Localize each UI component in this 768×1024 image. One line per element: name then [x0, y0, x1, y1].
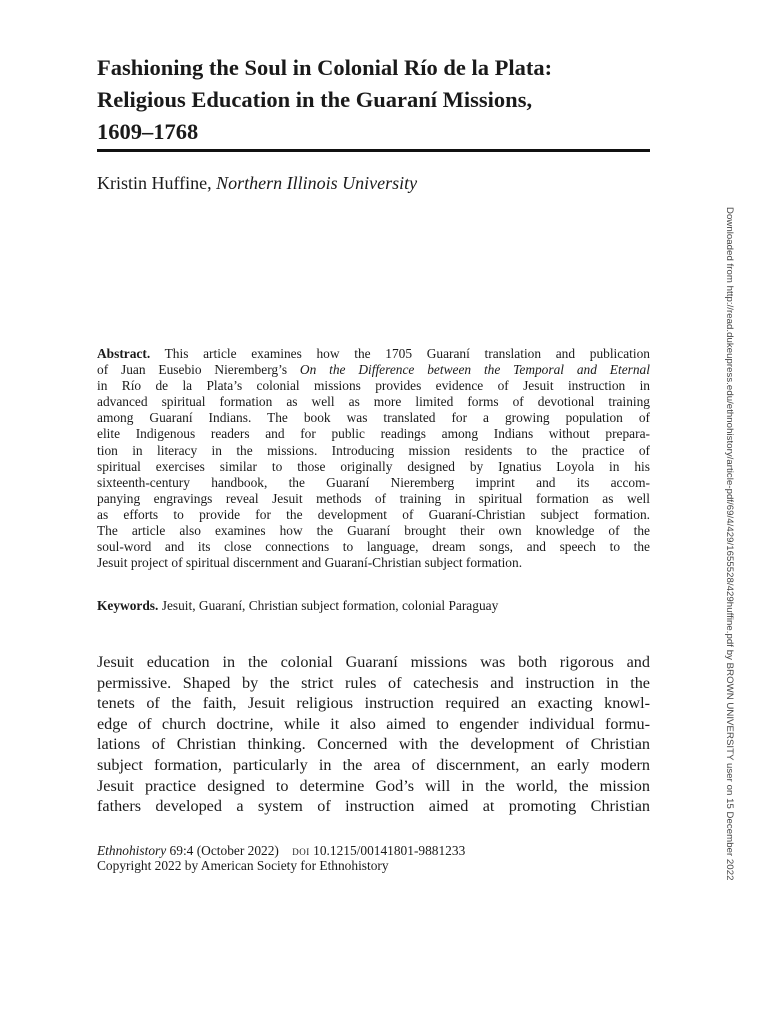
abstract-line: soul-word and its close connections to language, dream songs, and speech to the: [97, 539, 650, 555]
abstract-line: in Río de la Plata’s colonial missions provides evidence of Jesuit instruction in: [97, 378, 650, 394]
title-line: Religious Education in the Guaraní Missions,: [97, 87, 533, 112]
body-line: fathers developed a system of instruction aimed at promoting Christian: [97, 797, 650, 816]
book-title: On the Difference between the Temporal and Eternal: [299, 362, 650, 378]
download-watermark: [724, 207, 738, 881]
author-name: Kristin Huffine,: [97, 173, 212, 193]
page-footer: [97, 843, 465, 873]
author-affiliation: Northern Illinois University: [216, 173, 418, 193]
abstract-line: Jesuit project of spiritual discernment and Guaraní-Christian subject formation.: [97, 555, 523, 571]
abstract-line: spiritual exercises similar to those originally designed by Ignatius Loyola in his: [97, 458, 650, 474]
author-line: [97, 173, 417, 194]
title-line: Fashioning the Soul in Colonial Río de la Plata:: [97, 55, 553, 80]
abstract-line: The article also examines how the Guaraní brought their own knowledge of the: [97, 523, 650, 539]
abstract-line: tion in literacy in the missions. Introducing mission residents to the practice of: [97, 442, 650, 458]
title-line: 1609–1768: [97, 119, 199, 144]
download-notice: Downloaded from http://read.dukeupress.edu/ethnohistory/article-pdf/69/4/429/1655528/429huffine.pdf by BROWN UNIVERSITY user on 15 December 2022: [724, 207, 735, 881]
abstract-line: among Guaraní Indians. The book was translated for a growing population of: [97, 410, 650, 426]
doi-number: 10.1215/00141801-9881233: [313, 843, 466, 858]
body-line: tenets of the faith, Jesuit religious instruction required an exacting knowl-: [97, 694, 650, 713]
body-line: subject formation, particularly in the area of discernment, an early modern: [97, 755, 650, 774]
abstract-line: as efforts to provide for the development of Guaraní-Christian subject formation.: [97, 506, 650, 522]
abstract-line: advanced spiritual formation as well as more limited forms of devotional training: [97, 394, 650, 410]
article-title: [97, 52, 650, 148]
copyright-line: Copyright 2022 by American Society for Ethnohistory: [97, 858, 389, 873]
keywords: [97, 598, 498, 614]
body-line: Jesuit practice designed to determine God’s will in the world, the mission: [97, 776, 650, 795]
body-line: Jesuit education in the colonial Guaraní missions was both rigorous and: [97, 653, 650, 671]
body-line: edge of church doctrine, while it also aimed to engender individual formu-: [97, 714, 650, 733]
abstract-line: panying engravings reveal Jesuit methods of training in spiritual formation as well: [97, 490, 650, 506]
journal-issue: 69:4 (October 2022): [169, 843, 279, 858]
body-line: lations of Christian thinking. Concerned with the development of Christian: [97, 735, 650, 754]
abstract: [97, 346, 650, 571]
abstract-line: sixteenth-century handbook, the Guaraní Nieremberg imprint and its accom-: [97, 474, 650, 490]
journal-name: Ethnohistory: [97, 843, 167, 858]
abstract-line: of Juan Eusebio Nieremberg’s On the Difference between the Temporal and Eternal: [97, 362, 650, 378]
abstract-line: Abstract. This article examines how the 1705 Guaraní translation and publication: [97, 346, 650, 361]
doi-label: doi: [292, 843, 310, 858]
abstract-line: elite Indigenous readers and for public readings among Indians without prepara-: [97, 426, 650, 442]
title-rule: [97, 149, 650, 152]
body-line: permissive. Shaped by the strict rules of catechesis and instruction in the: [97, 673, 650, 692]
keywords-label: Keywords.: [97, 598, 159, 613]
abstract-label: Abstract.: [97, 346, 151, 361]
body-text: [97, 652, 650, 817]
keywords-text: Jesuit, Guaraní, Christian subject formation, colonial Paraguay: [161, 598, 499, 613]
citation-line: [97, 843, 465, 858]
